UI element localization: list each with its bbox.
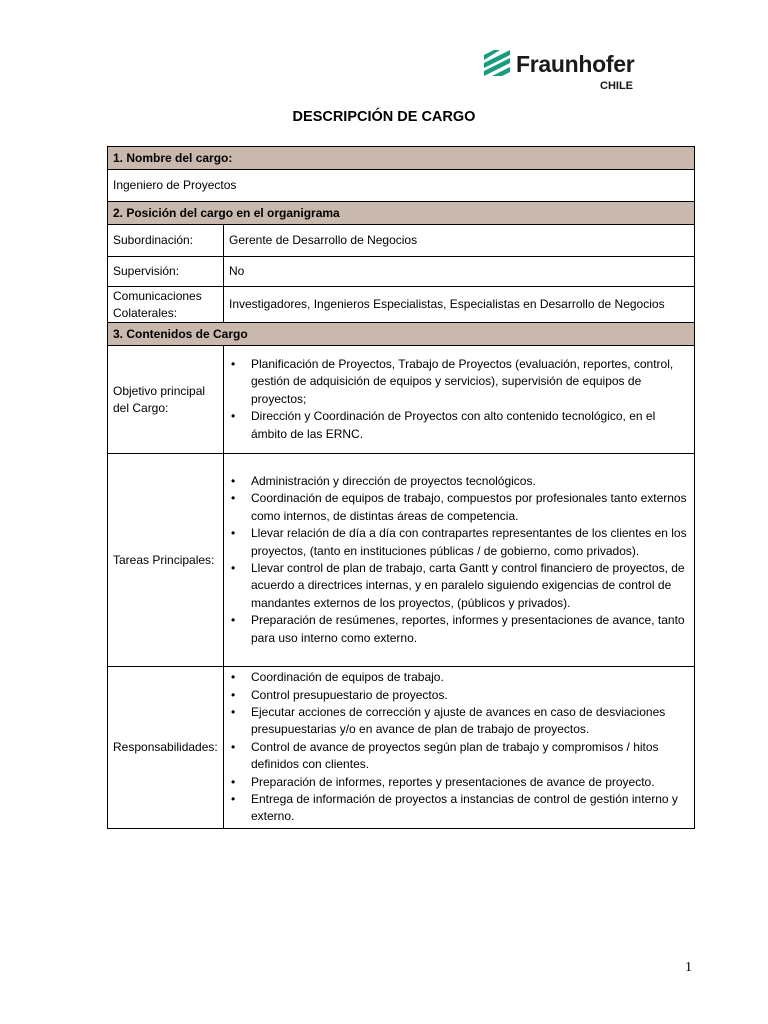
list-item-text: Llevar control de plan de trabajo, carta Gantt y control financiero de proyectos, de acuerdo a directrices internas, y en paralelo siguiendo exigencias de control de mandantes externos de los proyectos, (públicos y privados). xyxy=(251,561,685,610)
list-item-text: Control presupuestario de proyectos. xyxy=(251,687,448,702)
list-item: • Dirección y Coordinación de Proyectos con alto contenido tecnológico, en el ámbito de las ERNC. xyxy=(231,409,656,441)
fraunhofer-logo-icon xyxy=(484,50,510,76)
list-item-text: Coordinación de equipos de trabajo, compuestos por profesionales tanto externos como internos, de distintas áreas de competencia. xyxy=(251,491,687,523)
row-label: Objetivo principal del Cargo: xyxy=(108,346,224,454)
list-item-text: Administración y dirección de proyectos tecnológicos. xyxy=(251,473,536,488)
list-item: • Administración y dirección de proyectos tecnológicos. xyxy=(231,473,536,488)
section-header-nombre xyxy=(108,147,695,170)
list-item: • Preparación de resúmenes, reportes, informes y presentaciones de avance, tanto para uso interno como externo. xyxy=(231,613,685,645)
list-item: • Control de avance de proyectos según plan de trabajo y compromisos / hitos definidos con clientes. xyxy=(231,739,659,772)
list-item-text: Dirección y Coordinación de Proyectos con alto contenido tecnológico, en el ámbito de las ERNC. xyxy=(251,409,656,441)
row-value: Gerente de Desarrollo de Negocios xyxy=(224,225,695,257)
list-item-text: Entrega de información de proyectos a instancias de control de gestión interno y externo. xyxy=(251,792,678,824)
list-item-text: Llevar relación de día a día con contrapartes representantes de los clientes en los proyectos, (tanto en instituciones públicas / de gobierno, como privados). xyxy=(251,526,687,558)
logo-country: CHILE xyxy=(600,80,633,92)
row-label: Comunicaciones Colaterales: xyxy=(108,287,224,323)
logo-name: Fraunhofer xyxy=(516,51,635,77)
list-item: • Ejecutar acciones de corrección y ajuste de avances en caso de desviaciones presupuestarias y/o en avance de plan de trabajo de proyectos. xyxy=(231,704,666,737)
list-item-text: Preparación de resúmenes, reportes, informes y presentaciones de avance, tanto para uso interno como externo. xyxy=(251,613,685,645)
list-item: • Coordinación de equipos de trabajo. xyxy=(231,670,444,685)
table-row xyxy=(108,225,695,257)
table-row xyxy=(108,287,695,323)
list-item-text: Coordinación de equipos de trabajo. xyxy=(251,670,444,685)
row-label: Supervisión: xyxy=(108,257,224,287)
list-item-text: Control de avance de proyectos según plan de trabajo y compromisos / hitos definidos con clientes. xyxy=(251,739,659,772)
row-value xyxy=(224,346,695,454)
list-item: • Control presupuestario de proyectos. xyxy=(231,687,448,702)
list-item: • Llevar control de plan de trabajo, carta Gantt y control financiero de proyectos, de acuerdo a directrices internas, y en paralelo siguiendo exigencias de control de mandantes externos de los proyectos, (públicos y privados). xyxy=(231,561,685,610)
page-number: 1 xyxy=(685,960,692,975)
list-item-text: Planificación de Proyectos, Trabajo de Proyectos (evaluación, reportes, control, gestión de adquisición de equipos y servicios), supervisión de equipos de proyectos; xyxy=(251,356,674,406)
table-row xyxy=(108,346,695,454)
list-item: • Preparación de informes, reportes y presentaciones de avance de proyecto. xyxy=(231,774,655,789)
document-title: DESCRIPCIÓN DE CARGO xyxy=(292,109,476,125)
row-label: Tareas Principales: xyxy=(108,454,224,667)
bullet-list xyxy=(229,356,689,443)
section-header-posicion xyxy=(108,202,695,225)
table-row xyxy=(108,170,695,202)
section-header: 1. Nombre del cargo: xyxy=(108,147,695,170)
section-header-contenidos xyxy=(108,323,695,346)
fraunhofer-logo xyxy=(484,48,644,94)
bullet-list xyxy=(229,669,689,826)
job-description-table xyxy=(107,146,695,829)
row-value xyxy=(224,667,695,829)
list-item: • Entrega de información de proyectos a instancias de control de gestión interno y externo. xyxy=(231,792,678,824)
list-item-text: Ejecutar acciones de corrección y ajuste de avances en caso de desviaciones presupuestarias y/o en avance de plan de trabajo de proyectos. xyxy=(251,704,666,737)
table-row xyxy=(108,454,695,667)
table-row xyxy=(108,667,695,829)
section-header: 2. Posición del cargo en el organigrama xyxy=(108,202,695,225)
bullet-list xyxy=(229,473,689,647)
job-title-value: Ingeniero de Proyectos xyxy=(108,170,695,202)
row-value: Investigadores, Ingenieros Especialistas, Especialistas en Desarrollo de Negocios xyxy=(224,287,695,323)
table-row xyxy=(108,257,695,287)
section-header: 3. Contenidos de Cargo xyxy=(108,323,695,346)
list-item: • Coordinación de equipos de trabajo, compuestos por profesionales tanto externos como internos, de distintas áreas de competencia. xyxy=(231,491,687,523)
row-label: Responsabilidades: xyxy=(108,667,224,829)
list-item: • Planificación de Proyectos, Trabajo de Proyectos (evaluación, reportes, control, gestión de adquisición de equipos y servicios), supervisión de equipos de proyectos; xyxy=(231,356,674,406)
row-label: Subordinación: xyxy=(108,225,224,257)
row-value: No xyxy=(224,257,695,287)
row-value xyxy=(224,454,695,667)
list-item: • Llevar relación de día a día con contrapartes representantes de los clientes en los proyectos, (tanto en instituciones públicas / de gobierno, como privados). xyxy=(231,526,687,558)
list-item-text: Preparación de informes, reportes y presentaciones de avance de proyecto. xyxy=(251,774,655,789)
